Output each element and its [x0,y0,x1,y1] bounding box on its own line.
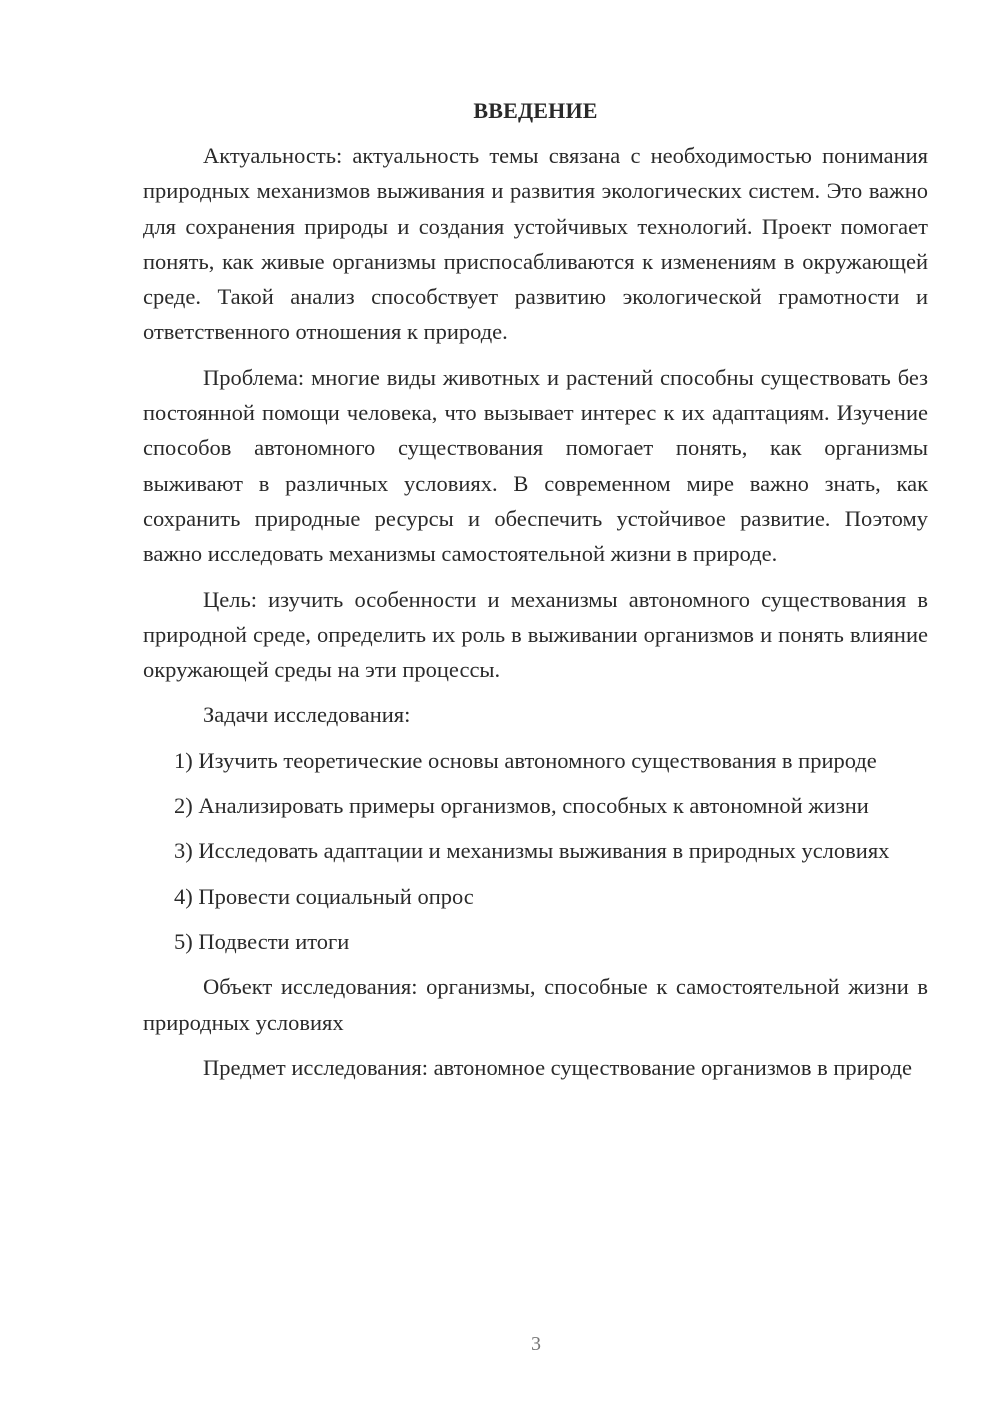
task-item-4: 4) Провести социальный опрос [174,883,474,909]
goal-paragraph: Цель: изучить особенности и механизмы автономного существования в природной среде, определить их роль в выживании организмов и понять влияние окружающей среды на эти процессы. [143,586,928,683]
task-item-3: 3) Исследовать адаптации и механизмы выживания в природных условиях [174,838,890,864]
task-item-2: 2) Анализировать примеры организмов, способных к автономной жизни [174,793,869,819]
subject-paragraph: Предмет исследования: автономное существование организмов в природе [203,1054,913,1080]
document-page [143,96,928,1095]
task-item-1: 1) Изучить теоретические основы автономного существования в природе [174,747,877,773]
tasks-list [143,743,928,959]
problem-paragraph: Проблема: многие виды животных и растений способны существовать без постоянной помощи человека, что вызывает интерес к их адаптациям. Изучение способов автономного существования помогает понять, как организмы выживают в различных условиях. В современном мире важно знать, как сохранить природные ресурсы и обеспечить устойчивое развитие. Поэтому важно исследовать механизмы самостоятельной жизни в природе. [143,364,928,567]
object-paragraph: Объект исследования: организмы, способные к самостоятельной жизни в природных условиях [143,974,928,1035]
relevance-paragraph: Актуальность: актуальность темы связана с необходимостью понимания природных механизмов выживания и развития экологических систем. Это важно для сохранения природы и создания устойчивых технологий. Проект помогает понять, как живые организмы приспосабливаются к изменениям в окружающей среде. Такой анализ способствует развитию экологической грамотности и ответственного отношения к природе. [143,143,928,345]
task-item-5: 5) Подвести итоги [174,928,350,954]
page-number: 3 [531,1333,541,1355]
document-title: ВВЕДЕНИЕ [473,98,598,123]
tasks-heading: Задачи исследования: [203,702,411,728]
